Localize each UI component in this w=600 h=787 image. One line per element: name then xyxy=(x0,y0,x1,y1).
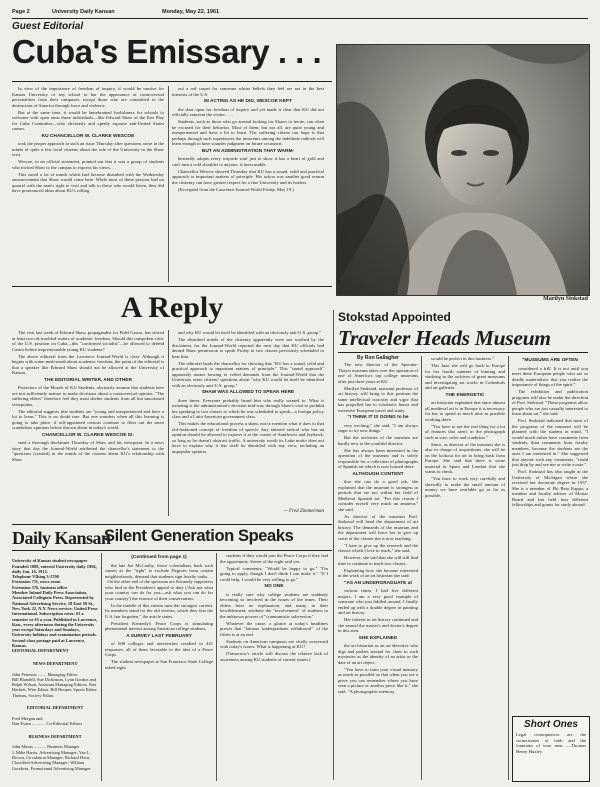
column-divider xyxy=(216,553,217,781)
biz-dept-label: BUSINESS DEPARTMENT xyxy=(28,733,82,739)
subhead: CHANCELLOR W. CLARKE WESCOE IS- xyxy=(42,432,134,438)
paragraph: Her interest in art history continued and she earned the master's and doctor's degree in this area. xyxy=(338,617,418,633)
paragraph: "I hate to give up the research and the classes which I love to teach," she said. xyxy=(338,542,418,553)
paragraph: In view of the importance of freedom of inquiry, it would be unwise for Kansas University or any school to bar the appearance of controversial personalities from their campuses, except those who are committed to the destruction of America through force and violence. xyxy=(12,86,164,108)
column-divider xyxy=(508,356,509,780)
paragraph: But at the same time, it would be lamebrained foolishness for schools to welcome with open arms those individuals—like Edward Shaw of the Fair Play for Cuba Committee—who obviously and openly espouse anti-United States causes. xyxy=(12,109,164,131)
reply-column-1 xyxy=(12,330,164,518)
stokstad-byline: By Ron Gallagher xyxy=(357,355,399,361)
paragraph: However, she said that she will still find time to continue to teach two classes. xyxy=(338,555,418,566)
subhead: "AS AN UNDERGRADUATE at xyxy=(344,580,412,586)
continued-note: (Continued from page 1) xyxy=(131,555,187,560)
stokstad-kicker: Stokstad Appointed xyxy=(338,310,451,324)
subhead: THE EDITORIAL WRITER, AND OTHER xyxy=(44,377,132,383)
paragraph: would be perfect in this business." xyxy=(431,356,495,361)
paragraph: out a red carpet for someone whose beliefs they feel are not in the best interests of the U.S. xyxy=(172,86,324,97)
subhead: KU CHANCELLOR W. CLARKE WESCOE xyxy=(41,133,135,139)
guest-column-1 xyxy=(12,86,164,284)
column-divider xyxy=(421,356,422,780)
paragraph: various times, I had five different majors. I am a very good example of someone who just fiddled around. I finally ended up with a double degree in painting and art history. xyxy=(338,588,418,615)
stokstad-column-3 xyxy=(512,356,588,712)
portrait-image xyxy=(337,45,589,295)
paragraph: heartedly adopts every wayside waif just to show it has a heart of gold and can't turn a cold shoulder to anyone, is inexcusable. xyxy=(172,156,324,167)
reply-top-rule xyxy=(12,286,332,287)
paragraph: the door open for freedom of inquiry and yet made it clear that KU did not officially sanction the visitor. . . . xyxy=(172,106,324,117)
stokstad-headline: Traveler Heads Museum xyxy=(338,326,551,350)
subhead: "I THINK IT IS GOING to be xyxy=(347,415,409,420)
masthead-bottom-rule xyxy=(12,550,332,551)
guest-editorial-title: Cuba's Emissary . . . xyxy=(12,33,322,70)
paragraph: took the proper approach to such an issue Thursday after questions arose in the minds of quite a few local citizens about the role of the University in the Shaw visit. xyxy=(12,141,164,157)
paragraph: Whatever the cause, a glance at today's headlines proves that "famous 'undergraduate withdrawal'" of the fifties is at an end. xyxy=(220,620,328,637)
subhead: SHAW WAS ALLOWED TO SPEAK HERE xyxy=(201,390,295,395)
paragraph: Students on American campuses are vitally concerned with today's issues. What is happening at KU? xyxy=(220,638,328,649)
paragraph: that she can do a good job, she explained that the museum is strongest in periods that are not within her field of Medieval Spanish art. "For this reason I consider myself very much an amateur," she said. xyxy=(338,479,418,512)
paragraph: Protectors of the Morals of KU Students, obviously assume that students here are not sufficiently mature to make decisions about a controversial opinion. "The suffering elders" therefore feel they must shelter students from all but sanctioned viewpoints. xyxy=(12,385,164,407)
paragraph: "You have to work very carefully and shrewdly to make the small amount of money we have available go as far as possible. xyxy=(425,476,505,498)
page-header xyxy=(12,9,588,18)
paragraph: Prof. Stokstad has also taught at the University of Michigan where she received her doctorate degree in 1957. She is a member of Phi Beta Kappa, a member and faculty adviser of Mortar Board and has held four different fellowships and grants for study abroad. xyxy=(512,469,588,507)
edit-dept-staff: Fred Morgan and Dan Evans ............ Co-Editorial Editors xyxy=(12,715,83,727)
paragraph: considered a frill. It is not until you meet these European people who are so deadly materialistic that you realize the importance of things of the spirit." xyxy=(512,365,588,387)
paragraph: "You have to see the real thing for a lot of features that aren't in the photograph such as size, color and condition." xyxy=(425,423,505,440)
reply-title: A Reply xyxy=(120,291,224,324)
paragraph: is really sure why college students are suddenly becoming so involved in the issues of the times. Their elders have no explanation, and many, in their bewilderment, attribute the "involvement" of students to the unknown powers of "communistic subversion." xyxy=(220,591,328,619)
paragraph: This June she will go back to Europe for her fourth summer of hunting and studying in the archives of great museums and investigating art works in Cathedrals and art galleries. xyxy=(425,363,505,390)
paragraph: three times. Everyone probably heard him who really wanted to. What is irritating is the administration's decision mid-way through Shaw's visit to prohibit his speaking to two classes to which he was scheduled to speak—a foreign policy class and a Latin American government class. xyxy=(172,397,324,419)
paragraph: very exciting," she said. "I am always eager to try new things." xyxy=(338,422,418,433)
reply-column-2 xyxy=(172,330,324,508)
paragraph: The editorial suggests that students are "young and inexperienced and have a lot to learn." This is no doubt true. But one wonders when all this learning is going to take place, if self-appointed censors continue to filter out the more scandalous opinions before thrown about in today's world. xyxy=(12,408,164,430)
paragraph: As director of the museum Prof. Stokstad will head the department of art history. The demands of the museum and the department will force her to give up some of the classes she is now teaching. xyxy=(338,513,418,541)
paragraph: The new director of the Spooner-Thayer museum takes over the operation of one of America's top college museums after just three years at KU. xyxy=(338,362,418,384)
page-number: Page 2 xyxy=(12,9,30,15)
paragraph: She has always been interested in the operation of the museum and is solely responsible for a collection of photographs of Spanish art which is now housed there. xyxy=(338,447,418,469)
paragraph: the art historian as an art detective who digs and probes around for clues to such mysteries as the identity of an artist or the date of an art object. xyxy=(338,643,418,665)
stokstad-column-2 xyxy=(425,356,505,780)
paragraph: Explaining how she became interested in the work of an art historian she said: xyxy=(338,567,418,578)
paragraph: Students, such as those who go around looking for Shaws to invite, can often be excused for their behavior. Most of them, but not all, are quite young and inexperienced and have a lot to learn. The suffering citizen can hope is that perhaps through such experiences the innocents among the indefinite radicals will learn enough to have sounder judgment on future occasions. xyxy=(172,119,324,146)
paragraph: (Tomorrow's article will discuss the relative lack of awareness among KU students of current issues.) xyxy=(220,651,328,662)
paragraph: of 608 colleges and universities resulted in 441 responses, all of them favorable to the idea of a Peace Corps. xyxy=(105,641,213,657)
masthead-info xyxy=(12,553,98,781)
paragraph: The editorial lauds the chancellor for showing that "KU has a sound, solid and practical approach to important matters of principle." This "sound approach" apparently means bowing to veiled demands from the Journal-World that the University erase citizens' questions about "why KU would let itself be identified with an obviously anti-U.S. group." xyxy=(172,360,324,388)
paragraph: In the middle of this stream runs the strongest current. Its members stand for the old verities, which they fear the U.S. has forgotten," the article states. xyxy=(105,602,213,619)
paragraph: This makes the educational process a sham, not to mention what it does to that old-fashioned concept of freedom of speech. Any tattered radical who has an opinion should be allowed to express it at the corner of Sunflower and Jayhawk, so long as he doesn't obstruct traffic. A university worth its Latin motto does not have to explain why it lets itself be identified with any view, including an unpopular opinion. xyxy=(172,421,324,454)
masthead-lines: University of Kansas student newspaper Founded 1889, entered University daily 1904, daily Jan. 16, 1912. Telephone VIking 3-2700 Extension 711, news room Extension 376, business office Member Inland Daily Press Association, Associated Collegiate Press. Represented by National Advertising Service, 18 East 50 St., New York 22, N.Y. News service: United Press International. Subscription rates: $3 a semester or $5 a year. Published in Lawrence, Kan., every afternoon during the University year except Saturdays and Sundays, University holidays and examination periods. Second class postage paid at Lawrence, Kansas. EDITORIAL DEPARTMENT xyxy=(12,558,98,654)
column-divider xyxy=(101,553,102,781)
issue-date: Monday, May 22, 1961 xyxy=(162,9,220,15)
masthead-logo: Daily Kansan xyxy=(12,528,111,548)
paragraph: art historian explained that since almost all medieval art is in Europe it is necessary for her to spend as much time as possible working there. xyxy=(425,400,505,422)
paragraph: The visit last week of Edward Shaw, propagandist for Fidel Castro, has stirred at least two oft-troubled waters of academic freedom. Should this outspoken critic of the U.S. position on Cuba—this "confirmed socialist"—be allowed to defend Castro before impressionable young KU students? xyxy=(12,330,164,352)
paragraph: (Excerpted from the Lawrence Journal-World Friday, May 19.) xyxy=(178,186,294,192)
guest-column-2 xyxy=(172,86,324,284)
masthead-top-rule xyxy=(12,524,332,525)
guest-title-rule xyxy=(12,81,332,82)
subhead: "MUSEUMS ARE OFTEN xyxy=(522,358,578,363)
paragraph: Wescoe, in an official statement, pointed out that it was a group of students who invited Shaw to the campus to express his views. . . xyxy=(12,159,164,170)
news-dept-label: NEWS DEPARTMENT xyxy=(32,660,78,666)
short-ones-text: Legal consequences are the cornerstones of faith and the fountains of wise men. —Thomas Henry Huxley xyxy=(516,732,586,754)
portrait-photo xyxy=(336,44,590,296)
photo-caption: Marilyn Stokstad xyxy=(543,296,588,302)
short-ones-box xyxy=(512,716,590,782)
silent-column-2 xyxy=(220,553,328,781)
guest-editorial-label: Guest Editorial xyxy=(12,21,84,32)
news-dept-staff: John Peterson ........ Managing Editor Bill Blundell, Sue Dickinson, Lynn Gordon and Ralph Wilson, Assistant Managing Editors. Ron Hackett, Wire Editor. Bill Hooper, Sports Editor. Thomas, Society Editor. xyxy=(12,671,98,698)
column-divider xyxy=(168,330,169,516)
paper-name: University Daily Kansan xyxy=(52,9,115,15)
stokstad-column-1 xyxy=(338,362,418,780)
short-ones-title: Short Ones xyxy=(524,719,578,730)
silent-column-1 xyxy=(105,553,213,781)
subhead: IN ACTING AS HE DID, WESCOE KEPT xyxy=(204,99,292,104)
paragraph: sued a thorough disclaimer Thursday of Shaw and his viewpoint. In a news story that day the Journal-World attributed the chancellor's statement to the "questions (created) in the minds of the citizens about KU's relationship with Shaw xyxy=(12,440,164,462)
paragraph: Since, as director of the museum she is also in charge of acquisitions, she will be on the lookout for art to bring back from Europe. She said that there is some material in Spain and London that she wants to check. xyxy=(425,441,505,474)
paragraph: This eased a lot of minds which had become disturbed with the Wednesday announcement that Shaw would come here. While most of these persons had no quarrel with the man's right to visit and talk to those who would listen, they did have pronounced ideas about KU's rolling xyxy=(12,171,164,193)
reply-signature: — Fred Zimmerman xyxy=(283,509,324,514)
paragraph: students if they would join the Peace Corps if they had the opportunity. Seven of the eight said yes. xyxy=(220,553,328,564)
paragraph: The student newspaper at San Francisco State College asked eight xyxy=(105,659,213,670)
paragraph: the late Joe McCarthy, fierce colonialism, back such causes as the "right" to exclude Negroes from certain neighborhoods, demand that students sign loyalty oaths. . . . On the other end of the spectrum are Kennedy supporters who find in the President's appeal to duty ('Ask not what your country can do for you—ask what you can do for your country') the essence of their conservatism. xyxy=(105,562,213,601)
subhead: BUT AN ADMINISTRATION THAT WARM- xyxy=(201,148,295,154)
paragraph: Marilyn Stokstad, assistant professor of art history, will bring to this position the same intellectual curiosity and vigor that has propelled her to scholastic honor and extensive European travel and study. xyxy=(338,385,418,413)
paragraph: The exhibition and publication programs will also be under the direction of Prof. Stokstad. "These programs allow people who are just casually interested to learn about art," she said. xyxy=(512,389,588,416)
subhead: SHE EXPLAINED xyxy=(358,635,398,641)
paragraph: Typical comments: "Would be happy to go." "I'm going to apply, though I don't think I can make it." "If I could help, I would be very willing to go." xyxy=(220,565,328,582)
stokstad-headline-rule xyxy=(338,352,588,353)
paragraph: "You have to train your visual memory as much as possible so that when you see a piece you can remember where you have seen a picture or another piece like it," she said. "A photographic memory xyxy=(338,666,418,694)
paragraph: Prof. Stokstad indicated that most of the programs of the museum will be planned with the student in mind. "I would much rather have comments from students, than comments from faculty members, because the students are the ones I am interested in." She suggested that anyone with any comments, "could just drop by and see me or write a note." xyxy=(512,418,588,467)
paragraph: The above editorial from the Lawrence Journal-World is clear. Although it begins with some mish-mash about academic freedom, the point of the editorial is that a speaker like Edward Shaw should not be allowed at the University of Kansas. xyxy=(12,353,164,375)
edit-dept-label: EDITORIAL DEPARTMENT xyxy=(26,705,84,711)
paragraph: and why KU would let itself be identified with an obviously anti-U.S. group." xyxy=(178,330,322,335)
header-rule xyxy=(12,18,588,19)
subhead: THE ENERGETIC xyxy=(445,392,485,398)
paragraph: The disturbed minds of the citizenry apparently were not soothed by the disclaimer, for the Journal-World reported the next day that KU officials had denied Shaw permission to speak Friday in two classes previously scheduled to hear him. xyxy=(172,337,324,359)
paragraph: President Kennedy's Peace Corps is stimulating phenomenal interest among American college students. xyxy=(105,620,213,631)
subhead: ALTHOUGH CONTENT xyxy=(352,471,404,477)
column-divider xyxy=(168,86,169,282)
paragraph: But the activities of the museum are hardly new to the youthful director. xyxy=(338,435,418,446)
subhead: NO ONE xyxy=(264,584,284,589)
biz-dept-staff: John Masus ........... Business Manager J. Mike Harris, Advertising Manager; Van L. Brown, Circulation Manager; Richard Horn, Classified Advertising Manager; William Goodwin, Promotional Advertising Manager. xyxy=(12,744,92,771)
subhead: A SURVEY LAST FEBRUARY xyxy=(126,633,192,639)
silent-generation-headline: Silent Generation Speaks xyxy=(104,527,294,545)
paragraph: Chancellor Wescoe showed Thursday that KU has a sound, solid and practical approach to important matters of principle. His action was another good reason the citizenry can have greater respect for a fine University and its leaders. xyxy=(172,168,324,185)
